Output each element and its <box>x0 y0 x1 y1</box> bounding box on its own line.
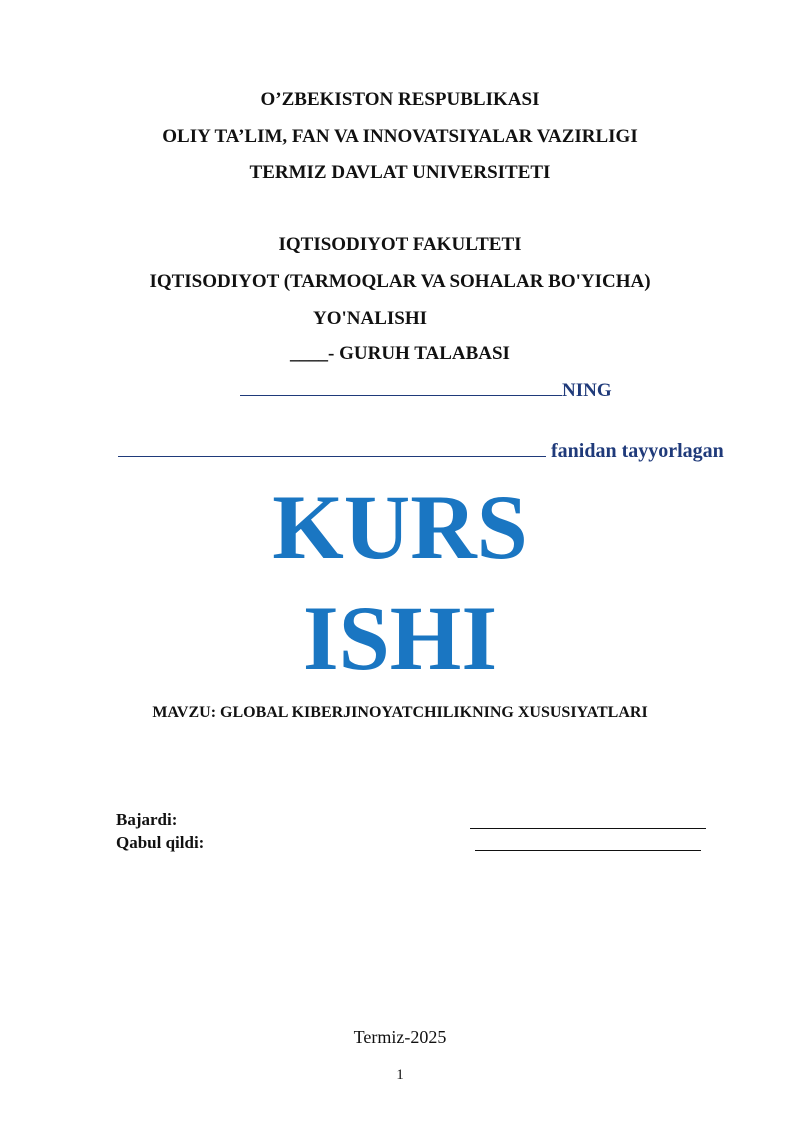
ministry-country-line: O’ZBEKISTON RESPUBLIKASI <box>260 89 540 110</box>
major-direction-line: YO'NALISHI <box>312 308 428 329</box>
subject-line <box>118 440 724 463</box>
done-by-signature-line <box>470 808 706 829</box>
subject-suffix: fanidan tayyorlagan <box>551 440 724 462</box>
page-number: 1 <box>396 1067 404 1083</box>
accepted-by-signature-line <box>475 830 701 851</box>
student-name-suffix: NING <box>562 380 612 401</box>
done-by-label: Bajardi: <box>116 810 178 829</box>
group-student-label: - GURUH TALABASI <box>328 343 510 364</box>
ministry-name-line: OLIY TA’LIM, FAN VA INNOVATSIYALAR VAZIRLIGI <box>162 126 638 147</box>
group-number-blank: ____ <box>290 343 329 364</box>
university-name-line: TERMIZ DAVLAT UNIVERSITETI <box>249 162 551 183</box>
student-name-line <box>240 380 612 402</box>
topic-line: MAVZU: GLOBAL KIBERJINOYATCHILIKNING XUSUSIYATLARI <box>152 704 648 721</box>
subject-name-blank <box>118 456 546 457</box>
major-name-line: IQTISODIYOT (TARMOQLAR VA SOHALAR BO'YICHA) <box>149 271 651 292</box>
title-ishi: ISHI <box>302 587 498 689</box>
faculty-name-line: IQTISODIYOT FAKULTETI <box>278 234 522 255</box>
place-year: Termiz-2025 <box>353 1027 447 1047</box>
accepted-by-label: Qabul qildi: <box>116 833 205 852</box>
student-name-blank <box>240 395 562 396</box>
title-kurs: KURS <box>272 476 528 578</box>
group-student-line <box>0 343 800 365</box>
